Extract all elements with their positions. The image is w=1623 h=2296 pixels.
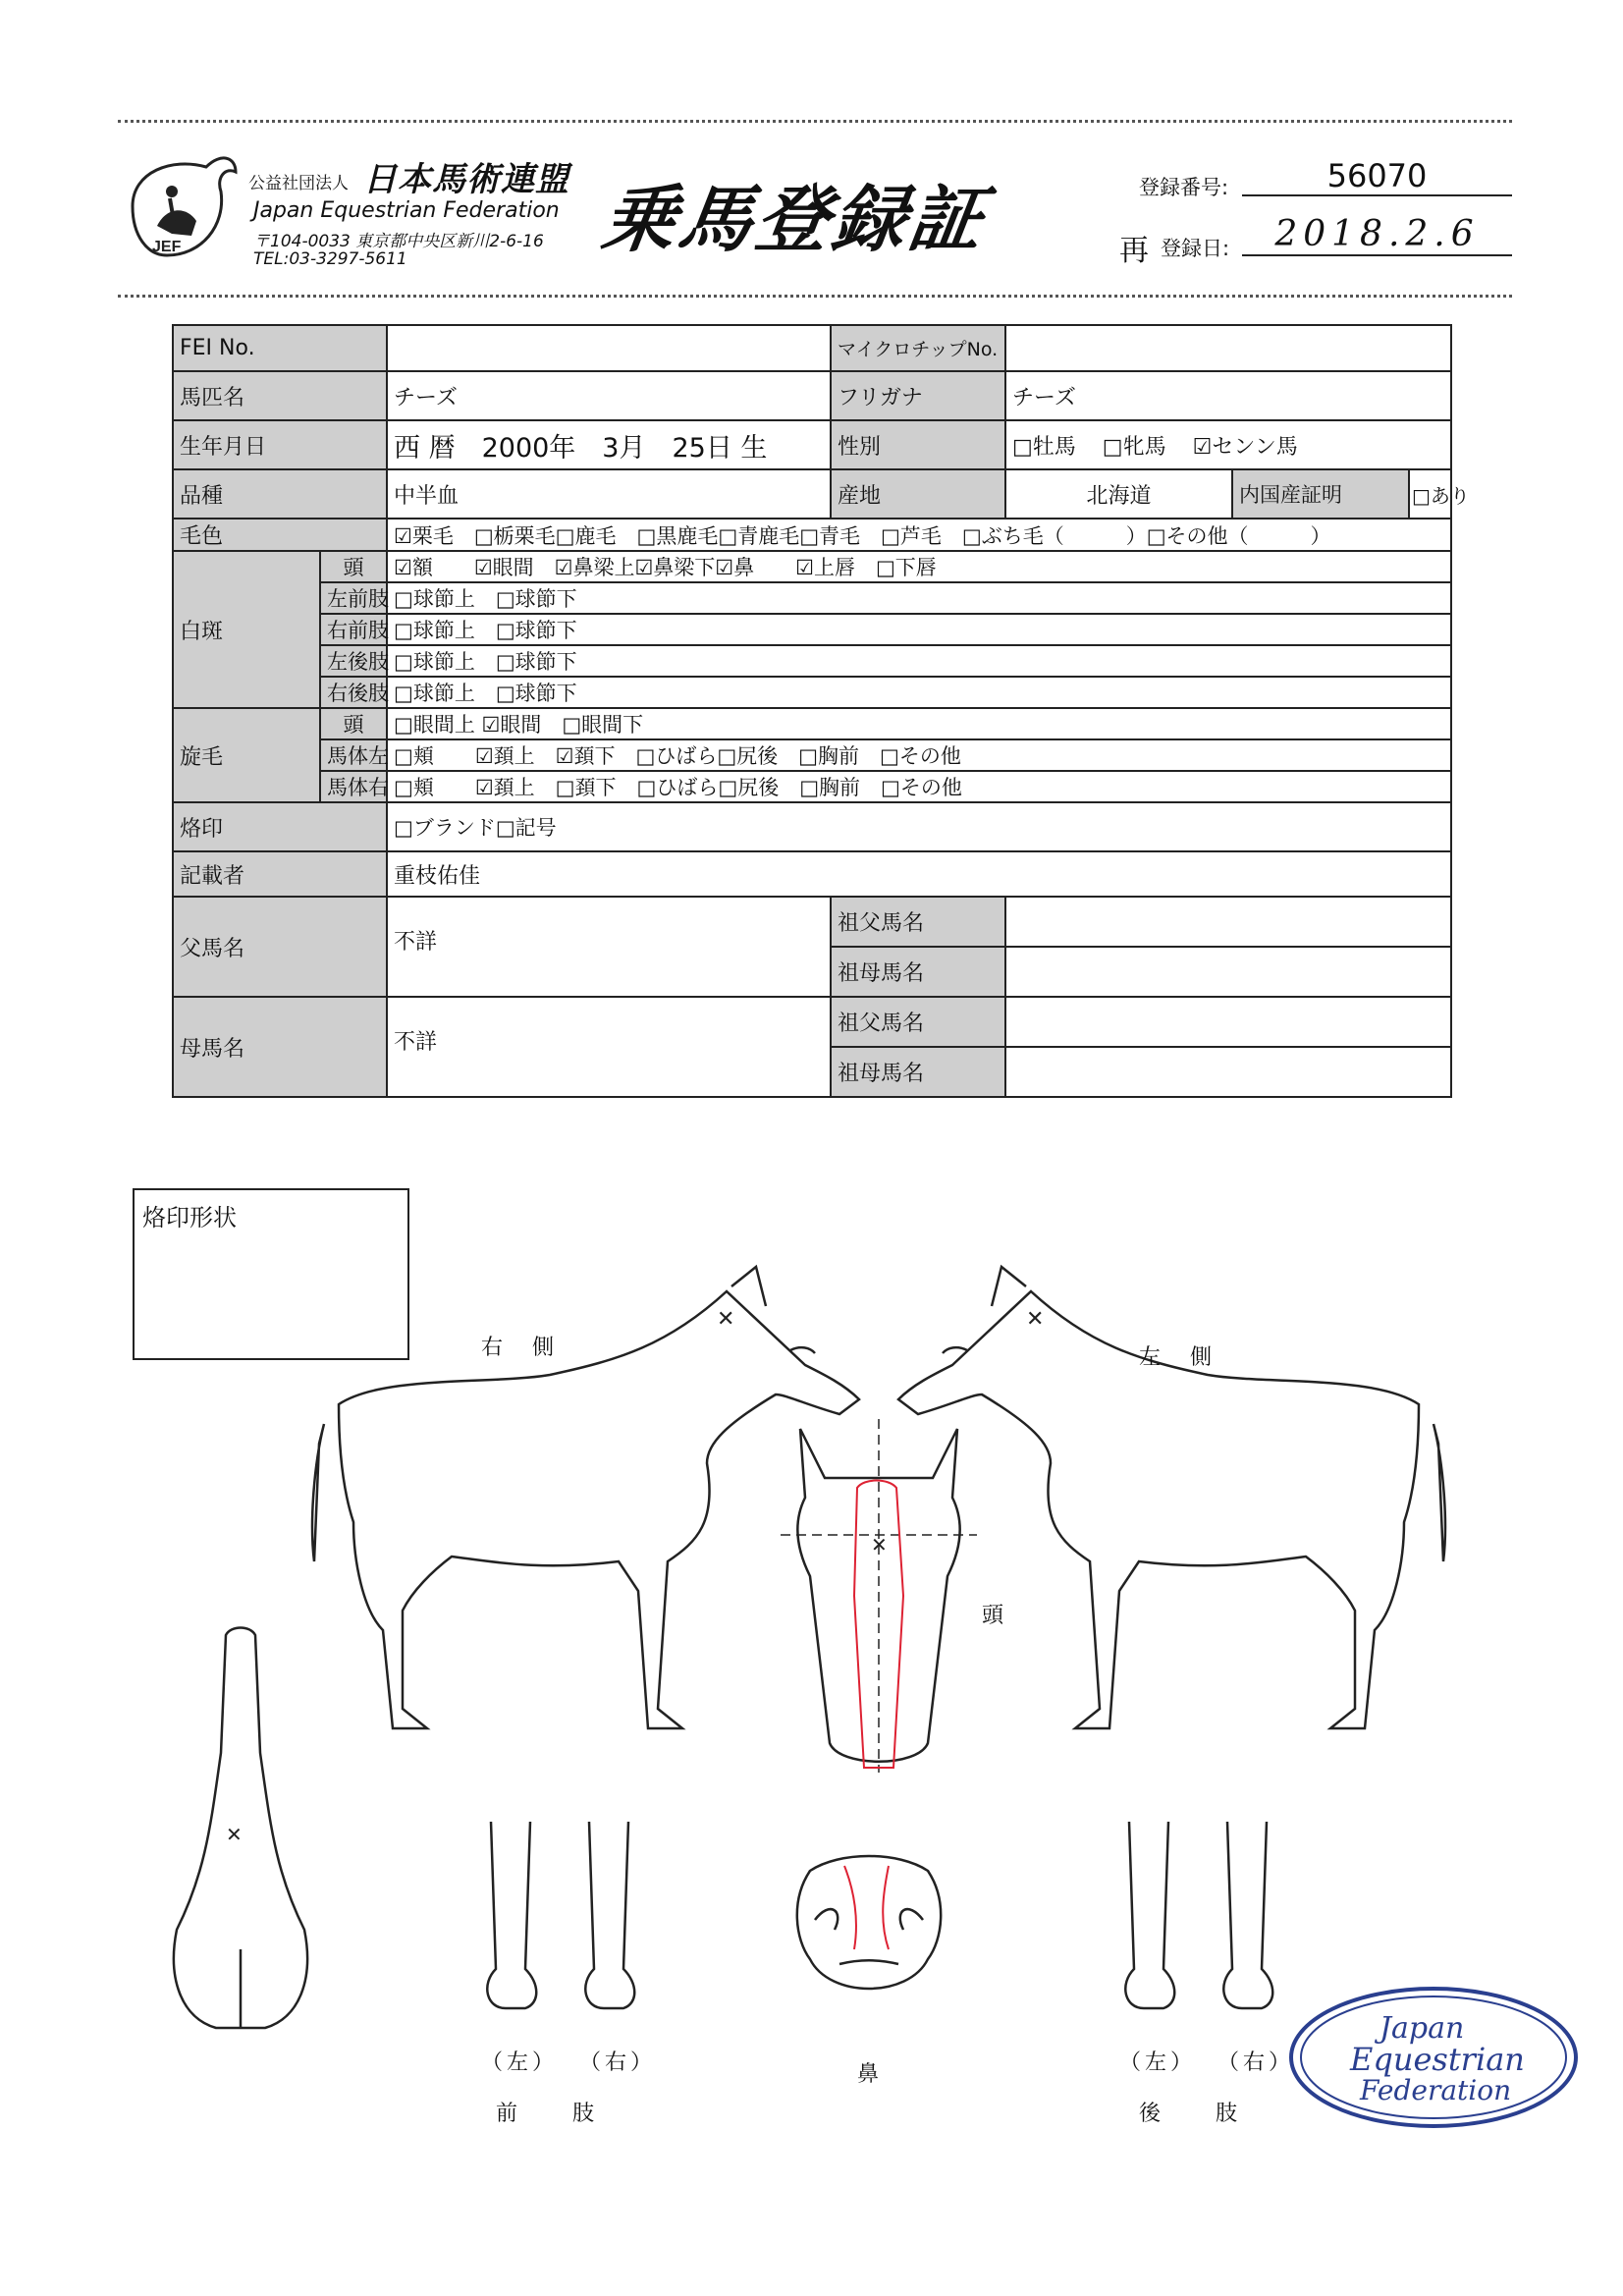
whorl-label: 旋毛 [173, 708, 320, 802]
breed-label: 品種 [173, 469, 387, 519]
org-name-en: Japan Equestrian Federation [253, 198, 560, 223]
dam-gdam-field[interactable] [1005, 1047, 1451, 1097]
whorl-head-options[interactable]: □眼間上 ☑眼間 □眼間下 [387, 708, 1451, 739]
svg-text:Japan: Japan [1380, 2011, 1465, 2046]
white-part-lh: 左後肢 [320, 645, 387, 677]
dam-gsire-field[interactable] [1005, 997, 1451, 1047]
horse-top-view-diagram [167, 1625, 314, 2038]
white-lf-options[interactable]: □球節上 □球節下 [387, 582, 1451, 614]
header-dotted-rule [118, 295, 1512, 298]
name-label: 馬匹名 [173, 371, 387, 420]
white-rh-options[interactable]: □球節上 □球節下 [387, 677, 1451, 708]
brand-shape-label: 烙印形状 [142, 1204, 237, 1231]
top-dotted-rule [118, 120, 1512, 123]
fei-field[interactable] [387, 325, 831, 371]
reg-no-value: 56070 [1242, 157, 1512, 196]
domestic-label: 内国産証明 [1232, 469, 1409, 519]
hindleg-left-label: （左） [1119, 2050, 1197, 2075]
sire-label: 父馬名 [173, 897, 387, 997]
brand-options[interactable]: □ブランド□記号 [387, 802, 1451, 851]
color-options[interactable]: ☑栗毛 □栃栗毛□鹿毛 □黒鹿毛□青鹿毛□青毛 □芦毛 □ぶち毛（ ）□その他（ ） [387, 519, 1451, 551]
foreleg-right-label: （右） [579, 2050, 657, 2075]
name-field[interactable]: チーズ [387, 371, 831, 420]
whorl-part-right: 馬体右 [320, 771, 387, 802]
horse-nose-diagram [790, 1851, 947, 1998]
white-part-head: 頭 [320, 551, 387, 582]
re-mark: 再 [1119, 234, 1149, 268]
origin-label: 産地 [831, 469, 1005, 519]
dob-field[interactable]: 西 暦 2000年 3月 25日 生 [387, 420, 831, 469]
dam-gsire-label: 祖父馬名 [831, 997, 1005, 1047]
dam-field[interactable]: 不詳 [387, 997, 831, 1097]
right-side-label: 右 側 [481, 1336, 559, 1360]
reg-no-label: 登録番号: [1139, 176, 1229, 199]
white-label: 白斑 [173, 551, 320, 708]
forelegs-diagram [471, 1822, 648, 2018]
svg-text:✕: ✕ [226, 1823, 243, 1846]
breed-field[interactable]: 中半血 [387, 469, 831, 519]
org-name: 日本馬術連盟 [363, 160, 569, 199]
hindleg-caption: 後 肢 [1139, 2102, 1242, 2126]
sire-gsire-label: 祖父馬名 [831, 897, 1005, 947]
dam-gdam-label: 祖母馬名 [831, 1047, 1005, 1097]
hindlegs-diagram [1109, 1822, 1286, 2018]
registration-form [172, 324, 1470, 1098]
reg-date-label: 登録日: [1161, 237, 1230, 260]
brand-label: 烙印 [173, 802, 387, 851]
reg-date-value: 2018.2.6 [1242, 214, 1512, 256]
origin-field[interactable]: 北海道 [1005, 469, 1232, 519]
hindleg-right-label: （右） [1217, 2050, 1295, 2075]
sire-gdam-field[interactable] [1005, 947, 1451, 997]
white-head-options[interactable]: ☑額 ☑眼間 ☑鼻梁上☑鼻梁下☑鼻 ☑上唇 □下唇 [387, 551, 1451, 582]
svg-text:Equestrian: Equestrian [1350, 2041, 1525, 2078]
white-lh-options[interactable]: □球節上 □球節下 [387, 645, 1451, 677]
white-rf-options[interactable]: □球節上 □球節下 [387, 614, 1451, 645]
svg-text:✕: ✕ [871, 1533, 888, 1557]
kana-label: フリガナ [831, 371, 1005, 420]
jef-logo-icon [113, 147, 245, 265]
org-type: 公益社団法人 [248, 174, 349, 193]
sex-option-gelding[interactable]: ☑センン馬 [1192, 434, 1298, 460]
sex-options[interactable] [1005, 420, 1451, 469]
org-tel: TEL:03-3297-5611 [253, 249, 407, 269]
white-part-rh: 右後肢 [320, 677, 387, 708]
whorl-part-head: 頭 [320, 708, 387, 739]
svg-text:✕: ✕ [717, 1307, 735, 1332]
page-title: 乗馬登録証 [597, 178, 993, 262]
sex-option-mare[interactable]: □牝馬 [1102, 434, 1166, 460]
chip-label: マイクロチップNo. [831, 325, 1005, 371]
sire-field[interactable]: 不詳 [387, 897, 831, 997]
writer-label: 記載者 [173, 851, 387, 897]
white-part-lf: 左前肢 [320, 582, 387, 614]
sire-gdam-label: 祖母馬名 [831, 947, 1005, 997]
fei-label: FEI No. [173, 325, 387, 371]
org-address: 〒104-0033 東京都中央区新川2-6-16 [253, 232, 544, 251]
svg-text:JEF: JEF [152, 239, 182, 255]
jef-stamp-icon [1286, 1984, 1581, 2131]
color-label: 毛色 [173, 519, 387, 551]
whorl-right-options[interactable]: □頬 ☑頚上 □頚下 □ひばら□尻後 □胸前 □その他 [387, 771, 1451, 802]
whorl-part-left: 馬体左 [320, 739, 387, 771]
kana-field[interactable]: チーズ [1005, 371, 1451, 420]
dob-label: 生年月日 [173, 420, 387, 469]
horse-head-front-diagram [781, 1419, 977, 1782]
whorl-left-options[interactable]: □頬 ☑頚上 ☑頚下 □ひばら□尻後 □胸前 □その他 [387, 739, 1451, 771]
sex-option-stallion[interactable]: □牡馬 [1012, 434, 1076, 460]
foreleg-left-label: （左） [481, 2050, 559, 2075]
foreleg-caption: 前 肢 [496, 2102, 599, 2126]
sex-label: 性別 [831, 420, 1005, 469]
dam-label: 母馬名 [173, 997, 387, 1097]
white-part-rf: 右前肢 [320, 614, 387, 645]
nose-label: 鼻 [857, 2062, 884, 2087]
left-side-label: 左 側 [1139, 1345, 1217, 1370]
domestic-field[interactable]: □あり [1409, 469, 1451, 519]
head-label: 頭 [982, 1604, 1008, 1628]
svg-text:✕: ✕ [1026, 1307, 1045, 1332]
sire-gsire-field[interactable] [1005, 897, 1451, 947]
svg-text:Federation: Federation [1360, 2074, 1512, 2106]
chip-field[interactable] [1005, 325, 1451, 371]
writer-field[interactable]: 重枝佑佳 [387, 851, 1451, 897]
